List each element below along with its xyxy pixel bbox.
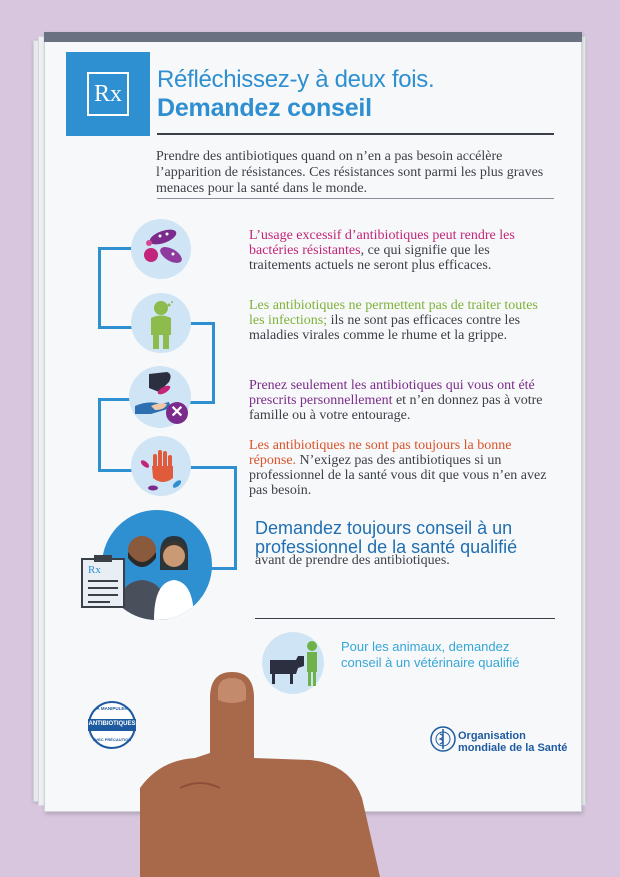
badge-bottom-text: AVEC PRÉCAUTION — [92, 737, 132, 742]
bottom-divider — [255, 618, 555, 619]
cross-icon: ✕ — [166, 402, 188, 424]
intro-divider — [157, 198, 554, 199]
bacteria-icon — [131, 219, 191, 279]
prescription-clipboard-icon — [80, 555, 126, 609]
point-1-text — [249, 228, 549, 273]
title-divider — [157, 133, 554, 135]
who-name: Organisation mondiale de la Santé — [458, 730, 568, 754]
point-2-highlight: Les antibiotiques ne permettent pas de traiter toutes les infections; — [249, 298, 538, 328]
rx-symbol: Rx — [93, 80, 122, 107]
point-4-text — [249, 438, 549, 498]
point-1-rest: , ce qui signifie que les traitements actuels ne seront plus efficaces. — [249, 243, 492, 273]
bacteria-circle — [131, 219, 191, 279]
point-4-highlight: Les antibiotiques ne sont pas toujours la bonne réponse. — [249, 438, 512, 468]
rx-icon — [87, 72, 129, 116]
point-2-rest: ils ne sont pas efficaces contre les maladies virales comme le rhume et la grippe. — [249, 313, 521, 343]
point-4-rest: N’exigez pas des antibiotiques si un professionnel de la santé vous dit que vous n’en avez pas besoin. — [249, 453, 547, 498]
stop-hand-circle — [131, 436, 191, 496]
who-emblem-icon — [430, 726, 456, 752]
point-3-text — [249, 378, 549, 423]
page-title-line2: Demandez conseil — [157, 94, 372, 122]
rx-logo — [66, 52, 150, 136]
page-title-line1: Réfléchissez-y à deux fois. — [157, 66, 435, 93]
connector-2 — [188, 322, 215, 404]
poster-top-bar — [44, 32, 582, 42]
veterinary-advice-text: Pour les animaux, demandez conseil à un vétérinaire qualifié — [341, 639, 520, 670]
svg-text:Rx: Rx — [88, 564, 101, 576]
stop-hand-icon — [131, 436, 191, 496]
intro-paragraph: Prendre des antibiotiques quand on n’en a pas besoin accélère l’apparition de résistances. Ces résistances sont parmi les plus graves menaces pour la santé dans le monde. — [156, 149, 544, 196]
sick-person-icon — [131, 293, 191, 353]
final-advice-heading: Demandez toujours conseil à un professionnel de la santé qualifié — [255, 518, 518, 557]
badge-main-text: ANTIBIOTIQUES — [88, 721, 136, 727]
final-advice-sub: avant de prendre des antibiotiques. — [255, 553, 450, 568]
point-3-rest: et n’en donnez pas à votre famille ou à votre entourage. — [249, 393, 543, 423]
holding-hand-icon — [140, 648, 380, 877]
point-3-highlight: Prenez seulement les antibiotiques qui vous ont été prescrits personnellement — [249, 378, 535, 408]
sick-person-circle — [131, 293, 191, 353]
badge-top-text: À MANIPULER — [96, 706, 128, 711]
point-2-text — [249, 298, 549, 343]
point-1-highlight: L’usage excessif d’antibiotiques peut rendre les bactéries résistantes — [249, 228, 515, 258]
